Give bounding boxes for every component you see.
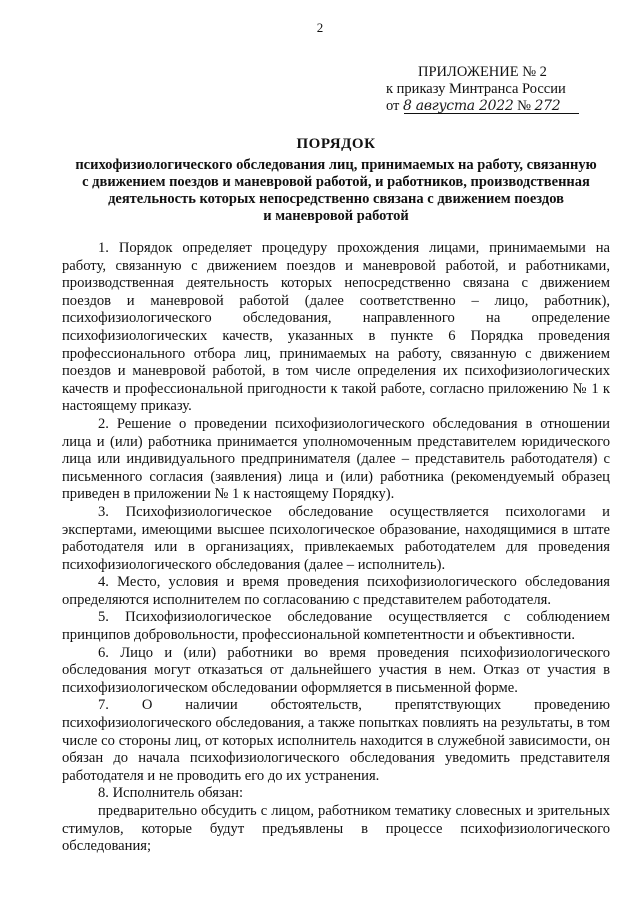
signature-underline xyxy=(404,113,579,114)
number-sign: № xyxy=(517,98,531,114)
title-line: и маневровой работой xyxy=(263,208,409,224)
handwritten-number: 272 xyxy=(534,98,561,114)
appendix-date-line xyxy=(386,98,626,117)
appendix-order-ref: к приказу Минтранса России xyxy=(386,81,566,97)
title-line: с движением поездов и маневровой работой, и работников, производственная xyxy=(82,174,590,190)
title-heading: ПОРЯДОК xyxy=(296,136,376,152)
handwritten-date: 8 августа 2022 xyxy=(403,98,514,114)
title-line: психофизиологического обследования лиц, принимаемых на работу, связанную xyxy=(75,157,597,173)
page-number: 2 xyxy=(316,20,324,35)
paragraph-6: 6. Лицо и (или) работники во время проведения психофизиологического обследования могут отказаться от дальнейшего участия в нем. Отказ от участия в психофизиологическом обследовании оформляется в письменной форме. xyxy=(62,644,610,696)
from-prefix: от xyxy=(386,98,400,114)
paragraph-3: 3. Психофизиологическое обследование осуществляется психологами и экспертами, имеющими высшее психологическое образование, находящимися в штате работодателя или в организациях, привлекаемых работодателем для проведения психофизиологического обследования (далее – исполнитель). xyxy=(62,503,610,573)
paragraph-8-item: предварительно обсудить с лицом, работником тематику словесных и зрительных стимулов, которые будут предъявлены в процессе психофизиологического обследования; xyxy=(62,803,610,855)
appendix-block xyxy=(386,64,626,117)
title-line: деятельность которых непосредственно связана с движением поездов xyxy=(108,191,564,207)
paragraph-5: 5. Психофизиологическое обследование осуществляется с соблюдением принципов добровольности, профессиональной компетентности и объективности. xyxy=(62,609,610,644)
paragraph-1: 1. Порядок определяет процедуру прохождения лицами, принимаемыми на работу, связанную с движением поездов и маневровой работой, и работниками, производственная деятельность которых непосредственно связана с движением поездов и маневровой работой (далее соответственно – лицо, работник), психофизиологического обследования, направленного на определение психофизиологических качеств, указанных в пункте 6 Порядка проведения профессионального отбора лиц, принимаемых на работу, связанную с движением поездов и маневровой работой, в том числе определения их психофизиологических качеств и профессиональной пригодности к такой работе, согласно приложению № 1 к настоящему приказу. xyxy=(62,240,610,415)
paragraph-4: 4. Место, условия и время проведения психофизиологического обследования определяются исполнителем по согласованию с представителем работодателя. xyxy=(62,574,610,608)
paragraph-8: 8. Исполнитель обязан: xyxy=(98,785,244,802)
appendix-label: ПРИЛОЖЕНИЕ № 2 xyxy=(418,64,547,80)
document-body xyxy=(62,240,610,856)
paragraph-2: 2. Решение о проведении психофизиологического обследования в отношении лица и (или) работника принимается уполномоченным представителем юридического лица или индивидуального предпринимателя (далее – представитель работодателя) с письменного согласия (заявления) лица и (или) работника (рекомендуемый образец приведен в приложении № 1 к настоящему Порядку). xyxy=(62,415,610,503)
paragraph-7: 7. О наличии обстоятельств, препятствующих проведению психофизиологического обследования, а также попытках повлиять на результаты, в том числе со стороны лиц, от которых исполнитель находится в служебной зависимости, он обязан до начала психофизиологического обследования уведомить представителя работодателя и не проводить его до их устранения. xyxy=(62,697,610,784)
document-title xyxy=(56,136,616,225)
